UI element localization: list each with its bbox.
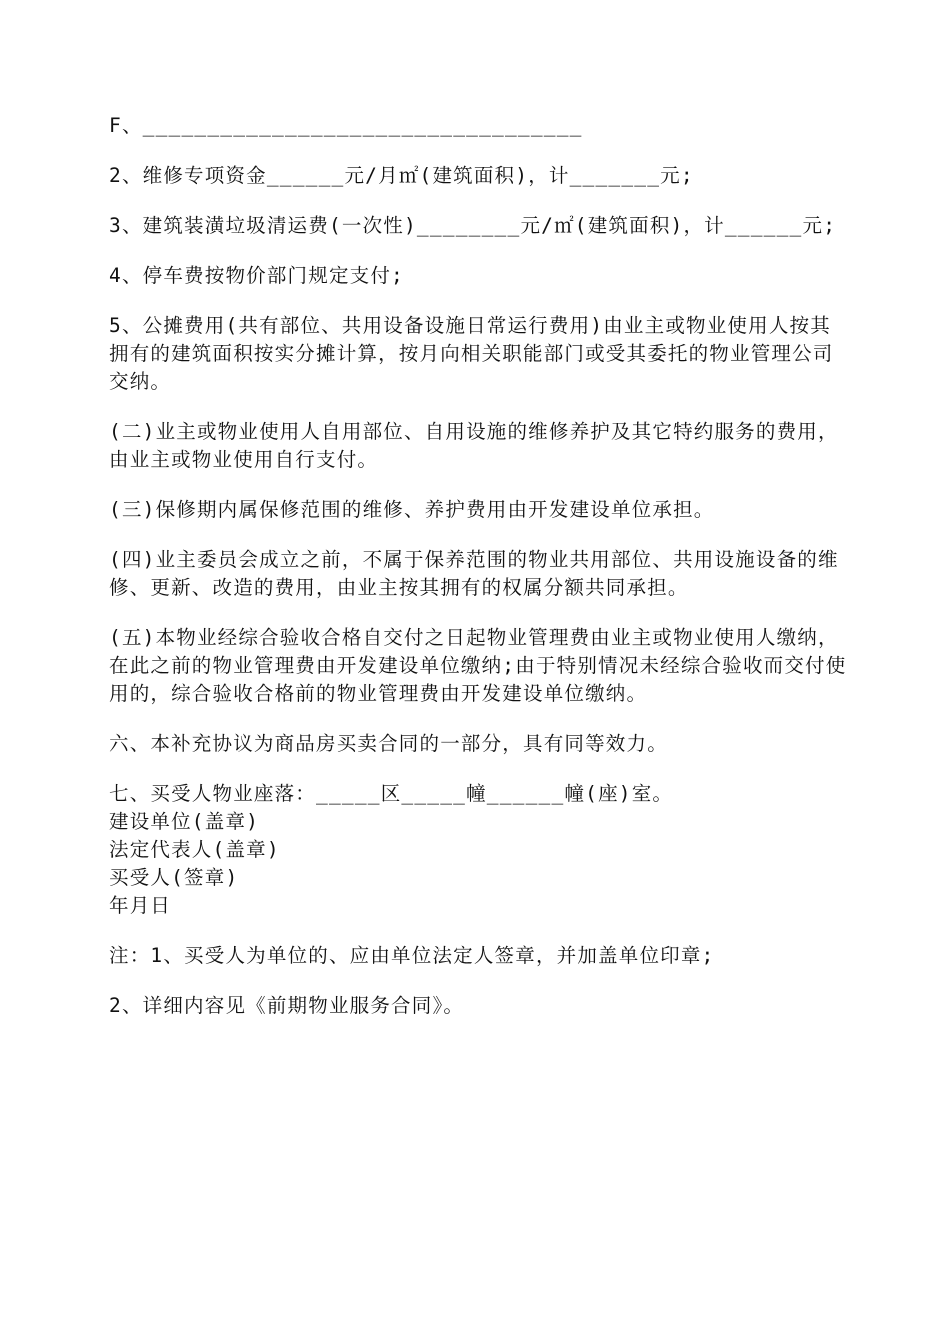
paragraph-section-2: (二)业主或物业使用人自用部位、自用设施的维修养护及其它特约服务的费用，由业主或物业使用自行支付。 [109,420,839,471]
date-line: 年月日 [109,894,172,917]
paragraph-shared-cost: 5、公摊费用(共有部位、共用设备设施日常运行费用)由业主或物业使用人按其拥有的建筑面积按实分摊计算，按月向相关职能部门或受其委托的物业管理公司交纳。 [109,314,834,393]
paragraph-garbage-fee: 3、建筑装潢垃圾清运费(一次性)________元/㎡(建筑面积)，计______元; [109,214,837,237]
paragraph-section-5: (五)本物业经综合验收合格自交付之日起物业管理费由业主或物业使用人缴纳，在此之前的物业管理费由开发建设单位缴纳;由于特别情况未经综合验收而交付使用的，综合验收合格前的物业管理费由开发建设单位缴纳。 [109,626,847,705]
note-2: 2、详细内容见《前期物业服务合同》。 [109,994,465,1017]
legal-rep-seal-line: 法定代表人(盖章) [109,838,280,861]
document-page [109,112,849,1042]
paragraph-clause-6: 六、本补充协议为商品房买卖合同的一部分，具有同等效力。 [109,732,668,755]
buyer-signature-line: 买受人(签章) [109,866,239,889]
paragraph-section-3: (三)保修期内属保修范围的维修、养护费用由开发建设单位承担。 [109,498,715,521]
property-location-line: 七、买受人物业座落：_____区_____幢______幢(座)室。 [109,782,674,805]
paragraph-item-f: F、__________________________________ [109,114,583,137]
note-1: 注：1、买受人为单位的、应由单位法定人签章，并加盖单位印章; [109,944,715,967]
developer-seal-line: 建设单位(盖章) [109,810,260,833]
paragraph-maintenance-fund: 2、维修专项资金______元/月㎡(建筑面积)，计_______元; [109,164,694,187]
paragraph-section-4: (四)业主委员会成立之前，不属于保养范围的物业共用部位、共用设施设备的维修、更新、改造的费用，由业主按其拥有的权属分额共同承担。 [109,548,839,599]
signature-block [109,780,849,920]
paragraph-parking-fee: 4、停车费按物价部门规定支付; [109,264,404,287]
